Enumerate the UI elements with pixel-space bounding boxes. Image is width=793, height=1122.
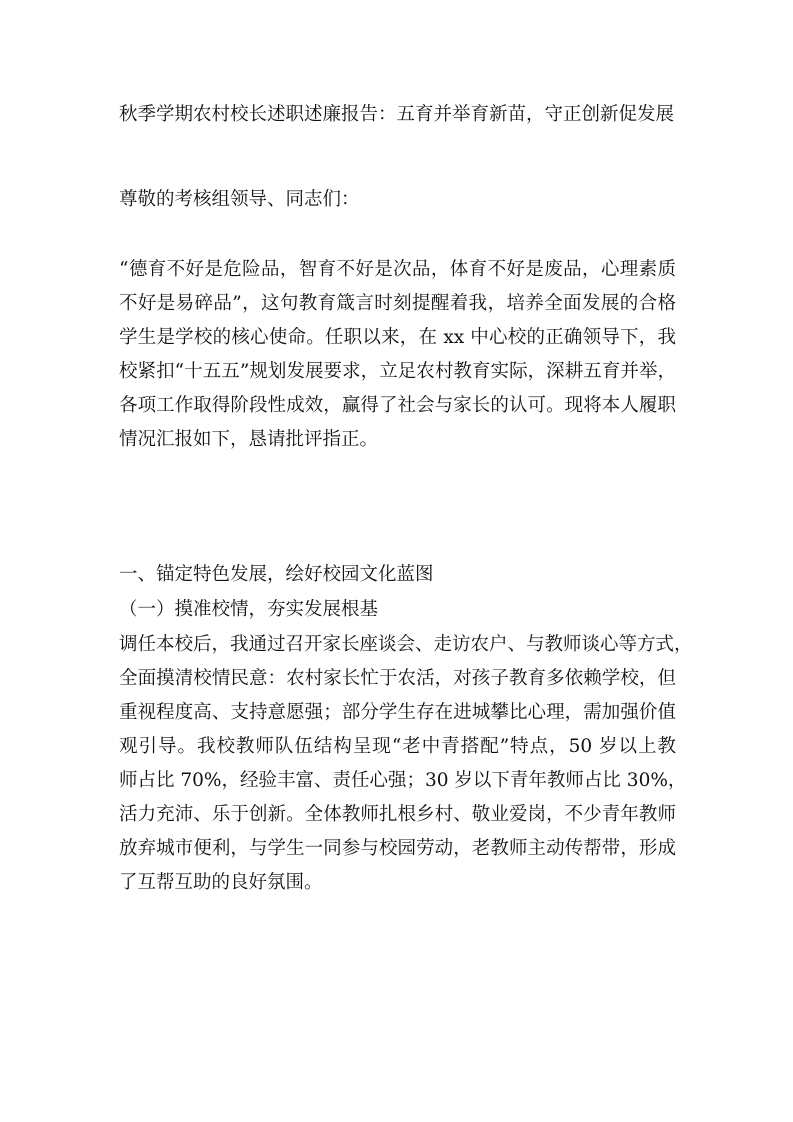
paragraph-line: 校紧扣“十五五”规划发展要求，立足农村教育实际，深耕五育并举， (119, 361, 676, 382)
paragraph-line: 各项工作取得阶段性成效，赢得了社会与家长的认可。现将本人履职 (119, 395, 676, 416)
document-title: 秋季学期农村校长述职述廉报告：五育并举育新苗，守正创新促发展 (119, 104, 675, 125)
paragraph-line: 重视程度高、支持意愿强；部分学生存在进城攀比心理，需加强价值 (119, 702, 676, 723)
paragraph-line: 师占比 70%，经验丰富、责任心强；30 岁以下青年教师占比 30%， (119, 770, 687, 791)
paragraph-line: 不好是易碎品”，这句教育箴言时刻提醒着我，培养全面发展的合格 (119, 293, 676, 314)
paragraph-line: 观引导。我校教师队伍结构呈现“老中青搭配”特点，50 岁以上教 (119, 736, 676, 757)
paragraph-line: 情况汇报如下，恳请批评指正。 (119, 429, 379, 450)
paragraph-line: 全面摸清校情民意：农村家长忙于农活，对孩子教育多依赖学校，但 (119, 668, 676, 689)
section-heading: 一、锚定特色发展，绘好校园文化蓝图 (119, 564, 434, 585)
paragraph-line: 了互帮互助的良好氛围。 (119, 872, 323, 893)
greeting: 尊敬的考核组领导、同志们： (119, 189, 360, 210)
paragraph-line: “德育不好是危险品，智育不好是次品，体育不好是废品，心理素质 (119, 259, 676, 280)
paragraph-line: 活力充沛、乐于创新。全体教师扎根乡村、敬业爱岗，不少青年教师 (119, 804, 676, 825)
paragraph-line: 学生是学校的核心使命。任职以来，在 xx 中心校的正确领导下，我 (119, 327, 676, 348)
subsection-heading: （一）摸准校情，夯实发展根基 (119, 599, 379, 620)
paragraph-line: 调任本校后，我通过召开家长座谈会、走访农户、与教师谈心等方式， (119, 634, 693, 655)
paragraph-line: 放弃城市便利，与学生一同参与校园劳动，老教师主动传帮带，形成 (119, 838, 676, 859)
